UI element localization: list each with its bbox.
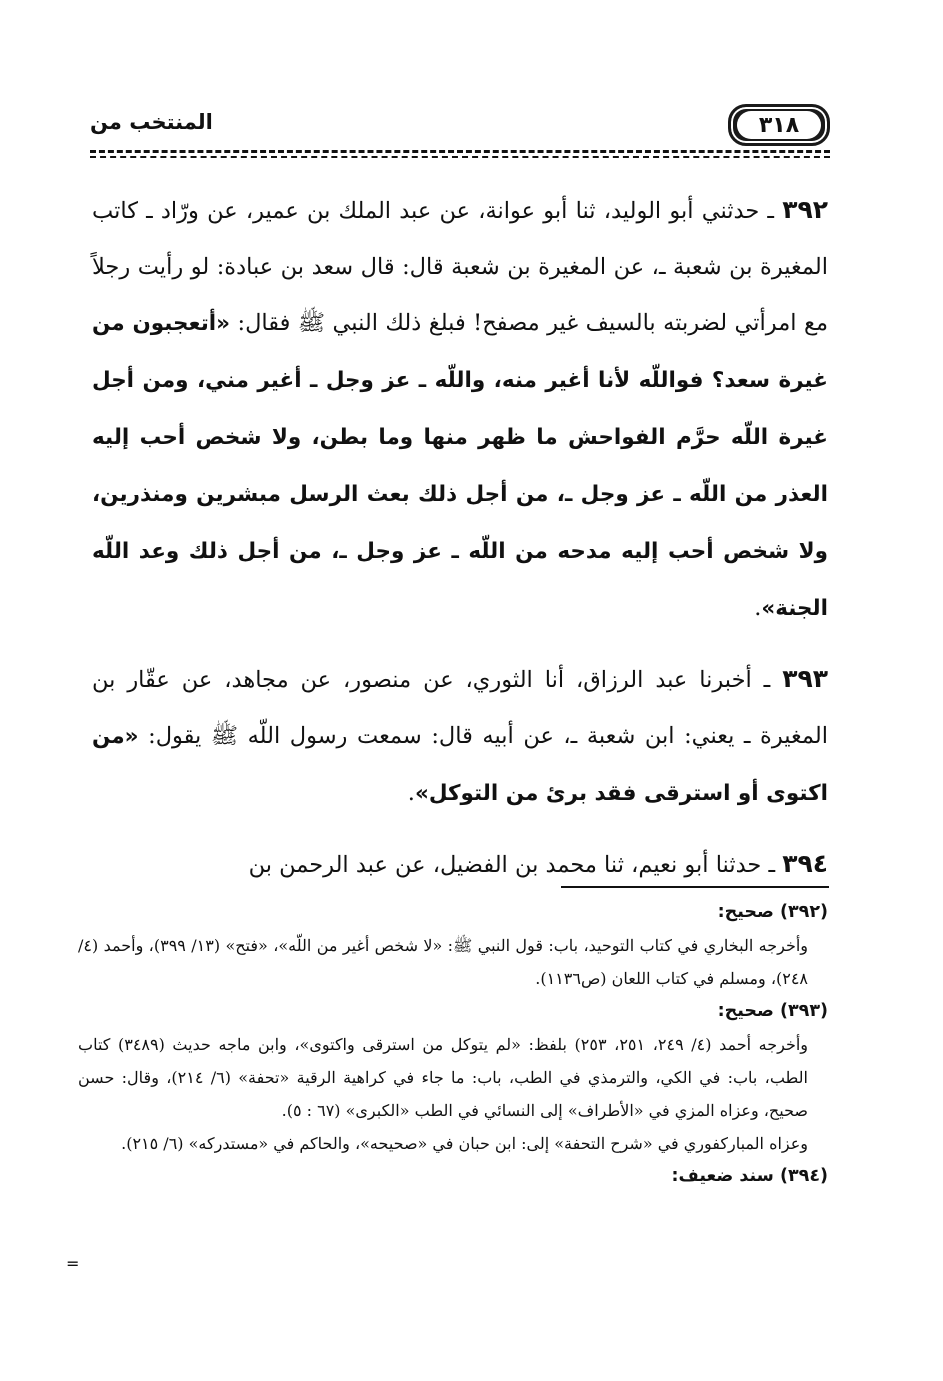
hadith-text-end: . <box>754 595 762 621</box>
hadith-number: ٣٩٢ <box>782 195 828 224</box>
page-number-badge <box>728 104 830 146</box>
hadith-quote: «أتعجبون من غيرة سعد؟ فواللّه لأنا أغير منه، واللّه ـ عز وجل ـ أغير مني، ومن أجل غيرة اللّه حرَّم الفواحش ما ظهر منها وما بطن، ولا شخص أحب إليه العذر من اللّه ـ عز وجل ـ، من أجل ذلك بعث الرسل مبشرين ومنذرين، ولا شخص أحب إليه مدحه من اللّه ـ عز وجل ـ، من أجل ذلك وعد اللّه الجنة» <box>92 311 828 621</box>
hadith-paragraph <box>92 182 828 637</box>
footnote-text: وعزاه المباركفوري في «شرح التحفة» إلى: ابن حبان في «صحيحه»، والحاكم في «مستدركه» (٦/ ٢١٥). <box>121 1134 808 1153</box>
footnote-text: وأخرجه أحمد (٤/ ٢٤٩، ٢٥١، ٢٥٣) بلفظ: «لم يتوكل من استرقى واكتوى»، وابن ماجه حديث (٣٤٨٩) كتاب الطب، باب: في الكي، والترمذي في الطب، باب: ما جاء في كراهية الرقية «تحفة» (٦/ ٢١٤)، وقال: حسن صحيح، وعزاه المزي في «الأطراف» إلى النسائي في الطب «الكبرى» (٦٧ : ٥). <box>78 1035 809 1120</box>
footnote-heading: (٣٩٣) صحيح: <box>717 1001 828 1021</box>
page-header <box>90 100 830 148</box>
hadith-number: ٣٩٣ <box>782 664 828 693</box>
hadith-text: ـ حدثنا أبو نعيم، ثنا محمد بن الفضيل، عن عبد الرحمن بن <box>248 852 783 878</box>
main-text <box>92 182 828 907</box>
running-title: المنتخب من <box>90 110 213 134</box>
footnote-heading: (٣٩٢) صحيح: <box>717 902 828 922</box>
footnotes <box>78 896 828 1193</box>
header-divider <box>90 150 830 160</box>
hadith-quote: «من اكتوى أو استرقى فقد برئ من التوكل» <box>92 724 828 806</box>
hadith-paragraph <box>92 651 828 822</box>
hadith-number: ٣٩٤ <box>782 849 828 878</box>
header-divider-line <box>90 156 830 158</box>
footnote-divider <box>561 886 829 888</box>
hadith-paragraph <box>92 836 828 893</box>
header-divider-line <box>90 150 830 153</box>
hadith-text-end: . <box>407 780 415 806</box>
hadith-text: ـ أخبرنا عبد الرزاق، أنا الثوري، عن منصور، عن مجاهد، عن عقّار بن المغيرة ـ يعني: ابن شعبة ـ، عن أبيه قال: سمعت رسول اللّه ﷺ يقول: <box>92 667 828 749</box>
footnote-heading: (٣٩٤) سند ضعيف: <box>671 1166 828 1186</box>
footnote-text: وأخرجه البخاري في كتاب التوحيد، باب: قول النبي ﷺ: «لا شخص أغير من اللّه»، «فتح» (١٣/ ٣٩٩)، وأحمد (٤/ ٢٤٨)، ومسلم في كتاب اللعان (ص١١٣٦). <box>78 936 809 988</box>
page-number: ٣١٨ <box>737 111 821 139</box>
continuation-mark: = <box>66 1254 80 1273</box>
hadith-text: ـ حدثني أبو الوليد، ثنا أبو عوانة، عن عبد الملك بن عمير، عن ورّاد ـ كاتب المغيرة بن شعبة ـ، عن المغيرة بن شعبة قال: قال سعد بن عبادة: لو رأيت رجلاً مع امرأتي لضربته بالسيف غير مصفح! فبلغ ذلك النبي ﷺ فقال: <box>92 198 828 336</box>
